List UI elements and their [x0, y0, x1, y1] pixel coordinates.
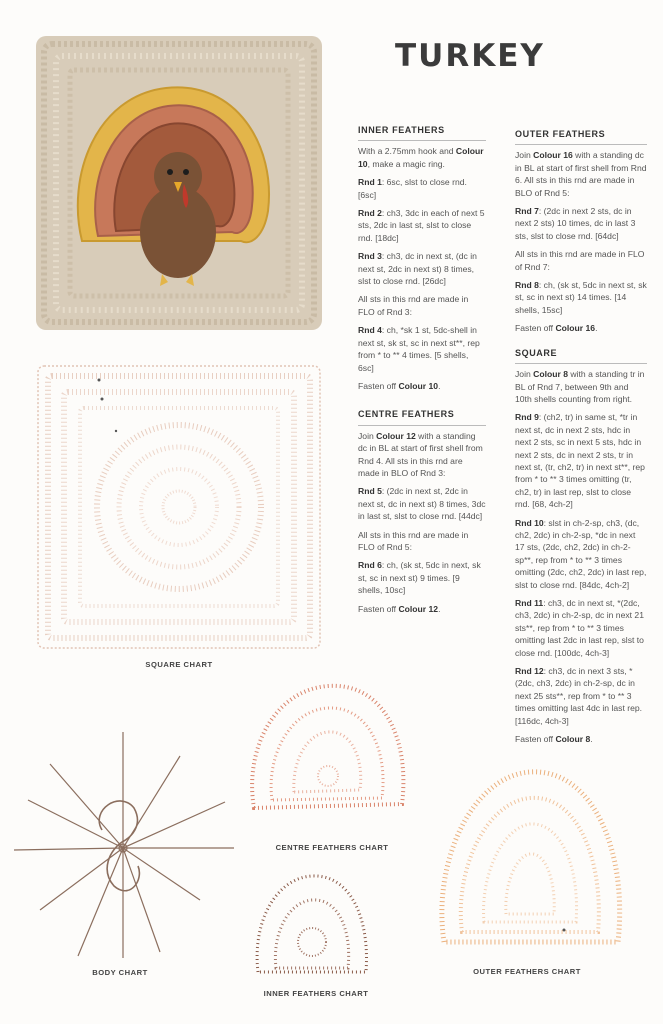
instruction-paragraph	[515, 322, 647, 334]
instruction-paragraph	[358, 603, 486, 615]
round-label: Rnd 4	[358, 325, 382, 336]
round-label: Rnd 2	[358, 208, 382, 219]
colour-label: Colour 12	[398, 603, 439, 614]
centre-feathers-heading: CENTRE FEATHERS	[358, 408, 486, 425]
instruction-text: Fasten off	[358, 380, 399, 391]
colour-label: Colour 8	[533, 369, 569, 380]
instruction-tail: .	[438, 603, 441, 614]
inner-feathers-instructions	[358, 145, 486, 392]
instruction-text: Fasten off	[515, 734, 556, 745]
instruction-paragraph	[358, 324, 486, 374]
instruction-text: : ch3, 3dc in each of next 5 sts, 2dc in last st, slst to close rnd. [18dc]	[358, 208, 485, 243]
instruction-paragraph	[515, 205, 647, 242]
instruction-paragraph	[515, 149, 647, 199]
instruction-text: All sts in this rnd are made in FLO of Rnd 5:	[358, 529, 469, 552]
inner-feathers-chart	[252, 872, 372, 980]
instruction-paragraph	[515, 411, 647, 510]
instruction-text: : ch3, dc in next st, *(2dc, ch3, 2dc) in ch-2-sp, dc in next 21 sts**, rep from * to ** 3 times omitting last 2dc in last rep, slst to close rnd. [100dc, 4ch-3]	[515, 598, 644, 658]
instruction-text: : ch3, dc in next 3 sts, *(2dc, ch3, 2dc) in ch-2-sp, dc in next 25 sts**, rep from * to ** 3 times omitting last 4dc in last rep. [116dc, 4ch-3]	[515, 666, 643, 726]
round-label: Rnd 8	[515, 280, 539, 291]
instruction-paragraph	[358, 293, 486, 318]
instruction-tail: .	[590, 734, 593, 745]
colour-label: Colour 8	[555, 734, 591, 745]
square-chart-caption: SQUARE CHART	[145, 660, 213, 669]
round-label: Rnd 7	[515, 206, 539, 217]
instruction-paragraph	[358, 380, 486, 392]
instruction-text: : (ch2, tr) in same st, *tr in next st, dc in next 2 sts, hdc in next 2 sts, sc in next 5 sts, hdc in next 2 sts, dc in next 2 sts, tr in next st, (tr, ch2, tr) in next st**, rep from * to ** 3 times omitting (tr, ch2, tr) in last rep, slst to close rnd. [68, 4ch-2]	[515, 412, 645, 510]
outer-feathers-instructions	[515, 149, 647, 334]
colour-label: Colour 10	[398, 380, 439, 391]
instruction-tail: with a standing dc in BL at start of first shell from Rnd 4. All sts in this rnd are made in BLO of Rnd 3:	[358, 430, 483, 478]
colour-label: Colour 16	[533, 150, 573, 161]
instruction-paragraph	[358, 430, 486, 480]
instruction-text: Join	[358, 430, 377, 441]
instruction-paragraph	[358, 176, 486, 201]
page-title: TURKEY	[395, 38, 545, 74]
instruction-text: All sts in this rnd are made in FLO of Rnd 3:	[358, 294, 469, 317]
instruction-paragraph	[515, 279, 647, 316]
instruction-text: : ch, (sk st, 5dc in next, sk st, sc in next st) 9 times. [9 shells, 10sc]	[358, 560, 481, 596]
outer-feathers-heading: OUTER FEATHERS	[515, 128, 647, 145]
instruction-tail: , make a magic ring.	[367, 158, 445, 169]
turkey-square-illustration	[36, 36, 322, 330]
instruction-paragraph	[358, 250, 486, 287]
instruction-paragraph	[515, 248, 647, 273]
round-label: Rnd 3	[358, 251, 382, 262]
instruction-paragraph	[358, 145, 486, 170]
outer-feathers-chart-caption: OUTER FEATHERS CHART	[473, 967, 581, 976]
round-label: Rnd 6	[358, 560, 382, 571]
instruction-tail: with a standing dc in BL at start of first shell from Rnd 6. All sts in this rnd are made in BLO of Rnd 5:	[515, 150, 647, 198]
instruction-text: : (2dc in next st, 2dc in next st, dc in next st) 8 times, 3dc in last st, slst to close rnd. [44dc]	[358, 486, 486, 522]
instruction-text: Fasten off	[515, 323, 556, 334]
instruction-paragraph	[358, 559, 486, 596]
square-instructions	[515, 368, 647, 745]
instruction-text: Join	[515, 150, 534, 161]
text-column-left	[358, 124, 486, 621]
instruction-paragraph	[515, 368, 647, 405]
turkey-square-photo	[36, 36, 322, 330]
instruction-text: : (2dc in next 2 sts, dc in next 2 sts) 10 times, dc in last 3 sts, slst to close rnd. [64dc]	[515, 206, 636, 241]
instruction-text: Join	[515, 369, 534, 380]
instruction-paragraph	[358, 207, 486, 244]
instruction-tail: with a standing tr in BL of Rnd 7, between 9th and 10th shells counting from right.	[515, 369, 645, 404]
instruction-text: All sts in this rnd are made in FLO of Rnd 7:	[515, 249, 645, 272]
instruction-text: : 6sc, slst to close rnd. [6sc]	[358, 177, 467, 200]
instruction-paragraph	[515, 733, 647, 745]
instruction-paragraph	[515, 665, 647, 727]
instruction-paragraph	[515, 517, 647, 591]
inner-feathers-chart-caption: INNER FEATHERS CHART	[263, 989, 369, 998]
round-label: Rnd 10	[515, 517, 544, 528]
instruction-paragraph	[358, 485, 486, 522]
round-label: Rnd 5	[358, 486, 382, 497]
centre-feathers-instructions	[358, 430, 486, 615]
round-label: Rnd 12	[515, 666, 544, 677]
body-chart	[10, 730, 236, 960]
round-label: Rnd 9	[515, 412, 539, 423]
colour-label: Colour 10	[358, 146, 484, 169]
round-label: Rnd 11	[515, 598, 544, 608]
instruction-tail: .	[438, 380, 441, 391]
inner-feathers-heading: INNER FEATHERS	[358, 124, 486, 141]
instruction-text: Fasten off	[358, 603, 399, 614]
round-label: Rnd 1	[358, 177, 382, 188]
body-chart-caption: BODY CHART	[92, 968, 148, 977]
colour-label: Colour 12	[376, 430, 416, 441]
instruction-text: : ch, (sk st, 5dc in next st, sk st, sc in next st) 14 times. [14 shells, 15sc]	[515, 280, 647, 315]
square-heading: SQUARE	[515, 347, 647, 364]
colour-label: Colour 16	[555, 323, 596, 334]
text-column-right	[515, 128, 647, 751]
instruction-text: : ch, *sk 1 st, 5dc-shell in next st, sk st, sc in next st**, rep from * to ** 4 times. [5 shells, 6sc]	[358, 325, 480, 373]
instruction-text: : slst in ch-2-sp, ch3, (dc, ch2, 2dc) in ch-2-sp, *dc in next 17 sts, (2dc, ch2, 2dc) in ch-2-sp**, rep from * to ** 3 times omitting (2dc, ch2, 2dc) in last rep, slst to close rnd. [84dc, 4ch-2]	[515, 517, 647, 590]
instruction-paragraph	[358, 529, 486, 554]
centre-feathers-chart-caption: CENTRE FEATHERS CHART	[275, 843, 389, 852]
instruction-text: With a 2.75mm hook and	[358, 146, 456, 157]
outer-feathers-chart	[432, 766, 628, 956]
square-chart	[34, 362, 324, 652]
instruction-paragraph	[515, 597, 647, 659]
instruction-text: : ch3, dc in next st, (dc in next st, 2dc in next st) 8 times, slst to close rnd. [26dc]	[358, 251, 477, 287]
centre-feathers-chart	[244, 680, 410, 830]
instruction-tail: .	[595, 323, 598, 334]
